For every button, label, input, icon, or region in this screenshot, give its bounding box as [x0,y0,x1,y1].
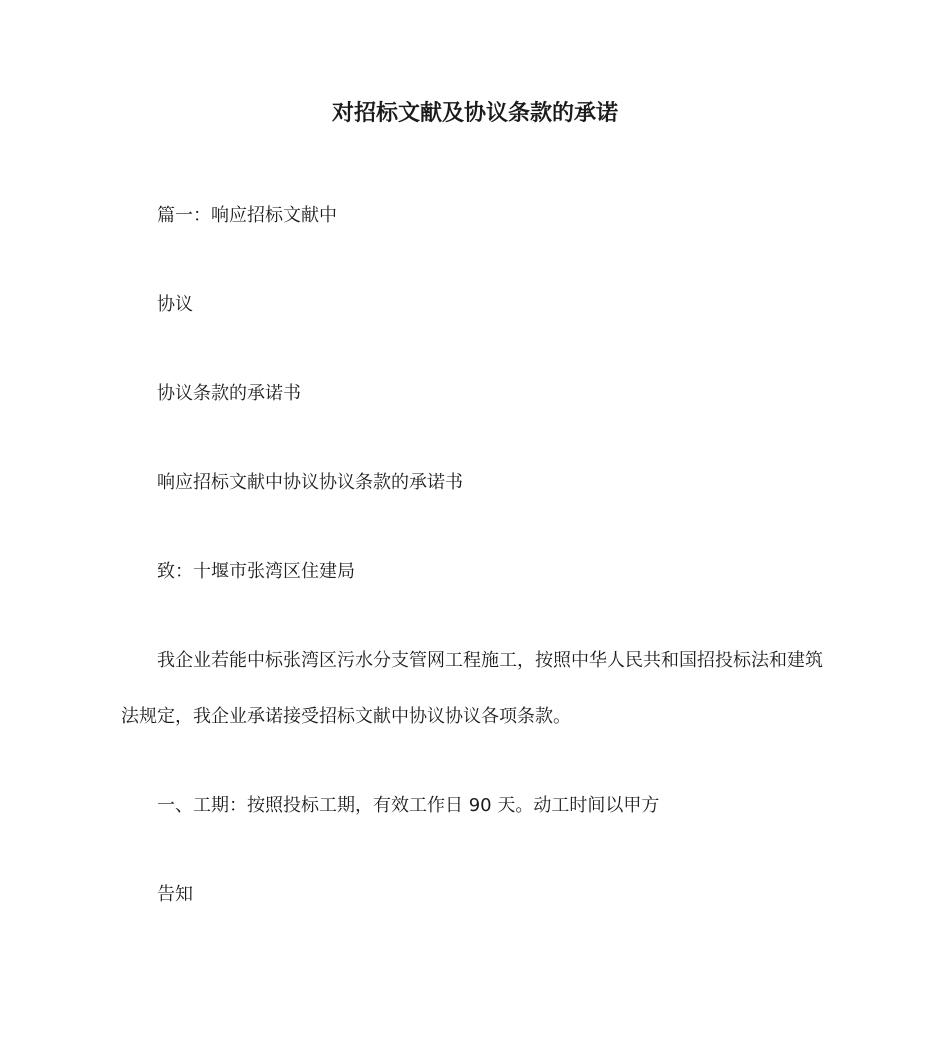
paragraph-schedule: 一、工期：按照投标工期，有效工作日 90 天。动工时间以甲方 [157,795,660,816]
paragraph-agreement: 协议 [157,294,193,315]
paragraph-addressee: 致：十堰市张湾区住建局 [157,561,355,582]
paragraph-body-line-2: 法规定，我企业承诺接受招标文献中协议协议各项条款。 [121,706,571,727]
paragraph-body-line-1: 我企业若能中标张湾区污水分支管网工程施工，按照中华人民共和国招投标法和建筑 [157,650,823,671]
paragraph-notice: 告知 [157,884,193,905]
paragraph-commitment-full-title: 响应招标文献中协议协议条款的承诺书 [157,472,463,493]
paragraph-commitment-title: 协议条款的承诺书 [157,383,301,404]
document-title: 对招标文献及协议条款的承诺 [331,101,618,126]
paragraph-section-heading: 篇一：响应招标文献中 [157,205,337,226]
